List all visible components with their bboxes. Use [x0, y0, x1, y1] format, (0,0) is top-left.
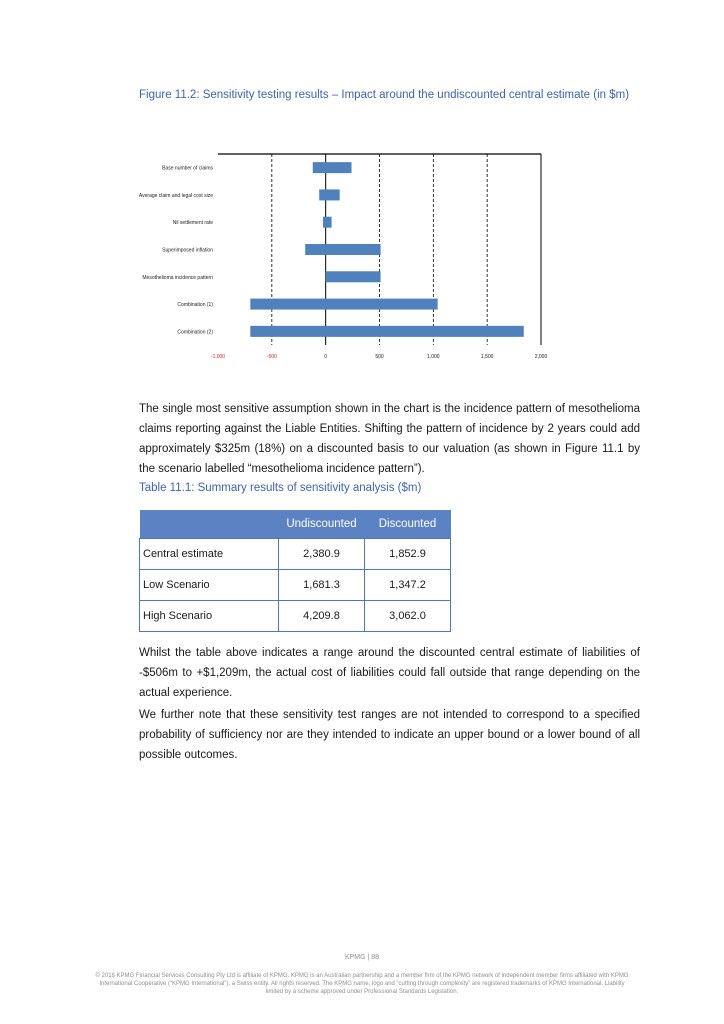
table-caption: Table 11.1: Summary results of sensitivity analysis ($m) [139, 482, 422, 494]
category-label: Base number of claims [162, 165, 213, 172]
cell-discounted: 3,062.0 [365, 601, 451, 632]
paragraph-sensitivity: The single most sensitive assumption shown in the chart is the incidence pattern of mesothelioma claims reporting against the Liable Entities. Shifting the pattern of incidence by 2 years could add approximately $325m (18%) on a discounted basis to our valuation (as shown in Figure 11.1 by the scenario labelled “mesothelioma incidence pattern”). [139, 403, 640, 475]
cell-discounted: 1,852.9 [365, 539, 451, 570]
category-label: Combination (1) [177, 302, 213, 309]
cell-undiscounted: 1,681.3 [279, 570, 365, 601]
x-tick-label: 1,500 [480, 354, 494, 360]
row-label: High Scenario [140, 601, 279, 632]
footer-legal: © 2018 KPMG Financial Services Consulting Pty Ltd is affiliate of KPMG. KPMG is an Australian partnership and a member firm of the KPMG network of independent member firms affiliated with KPMG International Cooperative (“KPMG International”), a Swiss entity. All rights reserved. The KPMG name, logo and “cutting through complexity” are registered trademarks of KPMG International. Liability limited by a scheme approved under Professional Standards Legislation. [95, 973, 629, 995]
table-row [140, 570, 451, 601]
row-label: Central estimate [140, 539, 279, 570]
paragraph-range: Whilst the table above indicates a range around the discounted central estimate of liabilities of -$506m to +$1,209m, the actual cost of liabilities could fall outside that range depending on the actual experience. [139, 647, 640, 699]
bar-1 [319, 189, 339, 200]
x-tick-label: 500 [375, 354, 384, 360]
table-row [140, 539, 451, 570]
x-tick-label: 0 [324, 354, 328, 360]
table-header-undiscounted: Undiscounted [279, 510, 365, 539]
cell-discounted: 1,347.2 [365, 570, 451, 601]
cell-undiscounted: 4,209.8 [279, 601, 365, 632]
bar-3 [305, 244, 380, 255]
row-label: Low Scenario [140, 570, 279, 601]
cell-undiscounted: 2,380.9 [279, 539, 365, 570]
figure-caption: Figure 11.2: Sensitivity testing results – Impact around the undiscounted central estimate (in $m) [139, 89, 630, 101]
category-label: Mesothelioma incidence pattern [142, 274, 213, 281]
category-label: Average claim and legal cost size [138, 192, 213, 199]
summary-table [139, 510, 451, 632]
x-tick-label: 2,000 [534, 354, 548, 360]
table-header-discounted: Discounted [365, 510, 451, 539]
category-label: Nil settlement rate [172, 220, 213, 227]
x-tick-label: -500 [266, 354, 277, 360]
category-label: Combination (2) [177, 329, 213, 336]
x-tick-label: -1,000 [210, 354, 226, 360]
sensitivity-chart [0, 140, 724, 365]
table-header-blank [140, 510, 279, 539]
bar-6 [250, 326, 523, 337]
bar-5 [250, 299, 437, 310]
table-row [140, 601, 451, 632]
bar-0 [313, 162, 352, 173]
category-label: Superimposed inflation [162, 247, 213, 254]
page-number: KPMG | 88 [344, 954, 380, 961]
bar-4 [326, 271, 381, 282]
x-tick-label: 1,000 [427, 354, 440, 360]
bar-2 [323, 217, 332, 228]
table-header-row [140, 510, 451, 539]
paragraph-note: We further note that these sensitivity test ranges are not intended to correspond to a specified probability of sufficiency nor are they intended to indicate an upper bound or a lower bound of all possible outcomes. [139, 709, 640, 761]
